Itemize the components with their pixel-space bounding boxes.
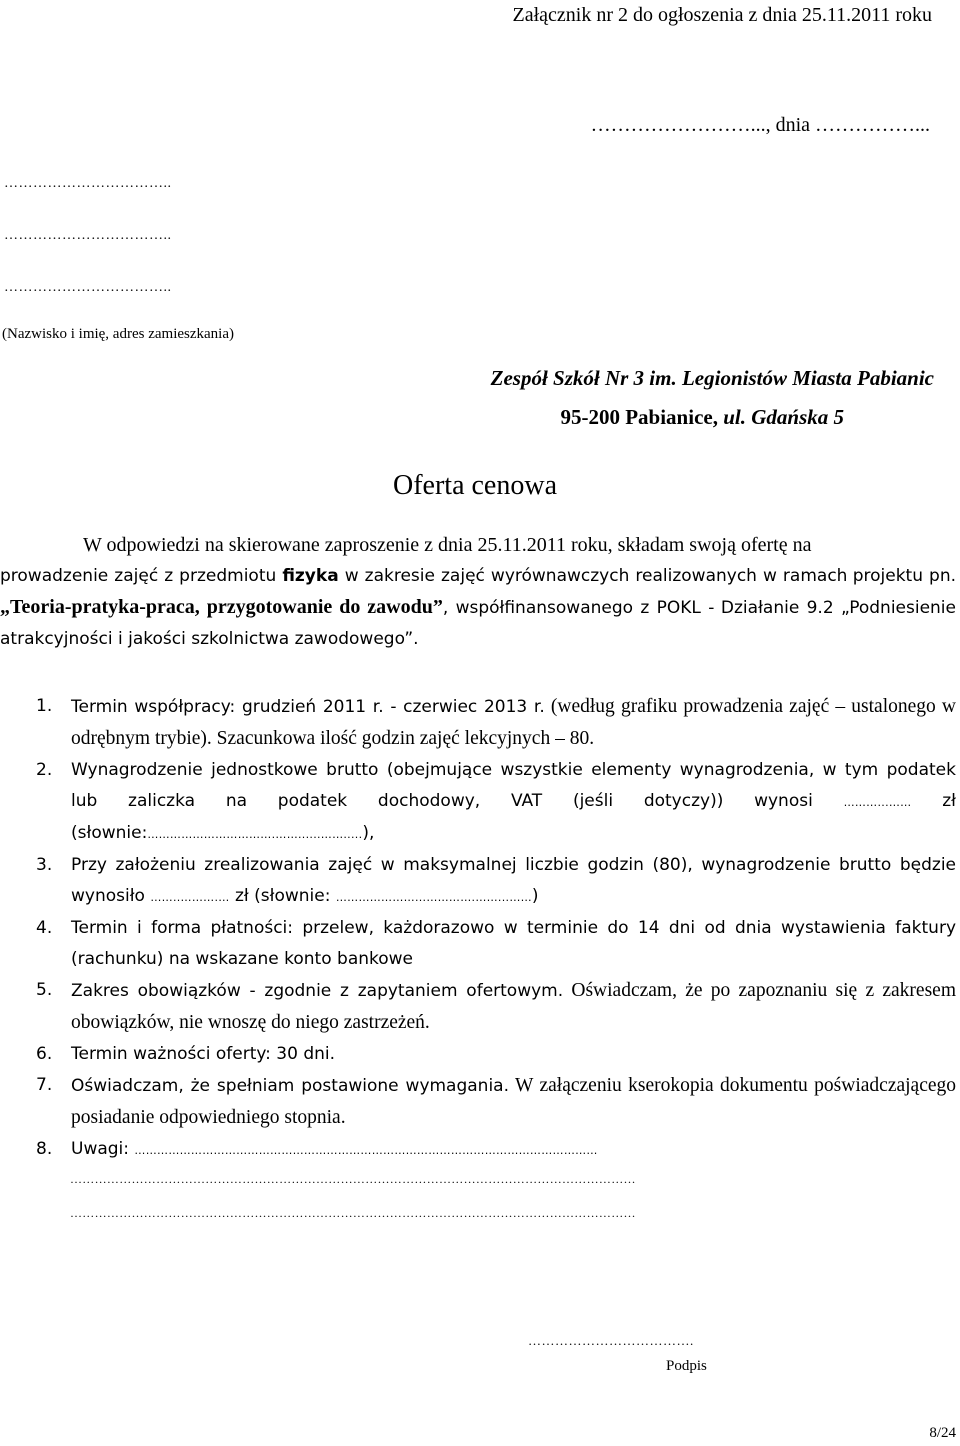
intro-line-1: W odpowiedzi na skierowane zaproszenie z dnia 25.11.2011 roku, składam swoją ofertę na [83, 534, 812, 556]
point-number: 4. [36, 918, 53, 938]
address-prefix: 95-200 Pabianice, [560, 405, 724, 429]
applicant-label: (Nazwisko i imię, adres zamieszkania) [2, 326, 234, 342]
total-amount-words-field[interactable]: …………………...………….……...…… [335, 891, 532, 904]
point-text: Oświadczam, że spełniam postawione wymagania. [71, 1076, 510, 1096]
point-text: zł (słownie: [229, 886, 336, 906]
offer-point [36, 913, 956, 975]
intro-subject: fizyka [282, 566, 339, 586]
point-text: zł (słownie: [71, 791, 956, 843]
applicant-line-3[interactable]: …………………………….. [4, 280, 172, 295]
attachment-note: Załącznik nr 2 do ogłoszenia z dnia 25.11.2011 roku [512, 4, 932, 26]
offer-point [36, 975, 956, 1039]
remarks-line-2[interactable]: ………………………………………………………………………………………………………………………… [70, 1172, 636, 1186]
remarks-field[interactable]: …………………………………………………………………………………………………………… [134, 1144, 598, 1157]
intro-text-4: projektu pn. [852, 566, 956, 586]
offer-point [36, 1070, 956, 1134]
intro-project-name: „Teoria-pratyka-praca, przygotowanie do zawodu” [0, 596, 443, 618]
intro-text-7: „Podniesienie atrakcyjności i jakości szkolnictwa zawodowego”. [0, 598, 956, 649]
offer-point [36, 850, 956, 913]
point-number: 1. [36, 696, 53, 716]
point-text: W załączeniu kserokopia dokumentu poświadczającego posiadanie odpowiedniego stopnia. [71, 1075, 957, 1128]
point-text: Wynagrodzenie jednostkowe brutto (obejmujące wszystkie elementy wynagrodzenia, w tym podatek lub zaliczka na podatek dochodowy, VAT (jeśli dotyczy)) wynosi [71, 760, 956, 811]
applicant-line-2[interactable]: …………………………….. [4, 228, 172, 243]
point-number: 2. [36, 760, 53, 780]
recipient-name: Zespół Szkół Nr 3 im. Legionistów Miasta Pabianic [490, 366, 934, 390]
point-number: 6. [36, 1044, 53, 1064]
point-text: (według grafiku prowadzenia zajęć – ustalonego w odrębnym trybie). Szacunkowa ilość godzin zajęć lekcyjnych – 80. [71, 696, 956, 749]
signature-label: Podpis [666, 1358, 707, 1374]
offer-point [36, 755, 956, 850]
address-suffix: ul. Gdańska 5 [723, 405, 844, 429]
point-text: Zakres obowiązków - zgodnie z zapytaniem ofertowym. [71, 981, 564, 1001]
intro-text-2: prowadzenie zajęć z przedmiotu [0, 566, 283, 586]
place-date-line[interactable]: ……………………..., dnia ……………... [590, 114, 930, 136]
remarks-line-3[interactable]: ………………………………………………………………………………………………………………………… [70, 1206, 636, 1220]
offer-point [36, 1039, 956, 1070]
point-text: Oświadczam, że po zapoznaniu się z zakresem obowiązków, nie wnoszę do niego zastrzeżeń. [71, 980, 956, 1033]
amount-field[interactable]: ………...…… [843, 796, 912, 809]
point-text: Przy założeniu zrealizowania zajęć w maksymalnej liczbie godzin (80), wynagrodzenie brutto będzie wynosiło [71, 855, 956, 906]
point-text: Termin ważności oferty: 30 dni. [71, 1044, 336, 1064]
point-number: 3. [36, 855, 53, 875]
total-amount-field[interactable]: ……..……….… [150, 891, 230, 904]
point-text: ) [531, 886, 539, 906]
point-number: 5. [36, 980, 53, 1000]
amount-words-field[interactable]: …………………………….……......……..... [147, 828, 363, 841]
intro-paragraph [0, 530, 956, 655]
offer-points-list [36, 691, 956, 1166]
intro-text-6: Działanie 9.2 [720, 598, 841, 618]
point-number: 8. [36, 1139, 53, 1159]
point-text: Termin współpracy: grudzień 2011 r. - czerwiec 2013 r. [71, 697, 545, 717]
point-text: ), [362, 823, 375, 843]
point-number: 7. [36, 1075, 53, 1095]
page-number: 8/24 [929, 1425, 956, 1441]
intro-text-5: , współfinansowanego z POKL - [442, 598, 715, 618]
signature-line[interactable]: ………………………………. [528, 1333, 694, 1348]
offer-point [36, 1134, 956, 1166]
intro-text-3: w zakresie zajęć wyrównawczych realizowanych w ramach [338, 566, 848, 586]
point-text: Uwagi: [71, 1139, 135, 1159]
applicant-line-1[interactable]: …………………………….. [4, 176, 172, 191]
offer-point [36, 691, 956, 755]
point-text: Termin i forma płatności: przelew, każdorazowo w terminie do 14 dni od dnia wystawienia faktury (rachunku) na wskazane konto bankowe [71, 918, 956, 969]
recipient-address [560, 405, 844, 430]
document-title: Oferta cenowa [393, 470, 558, 501]
